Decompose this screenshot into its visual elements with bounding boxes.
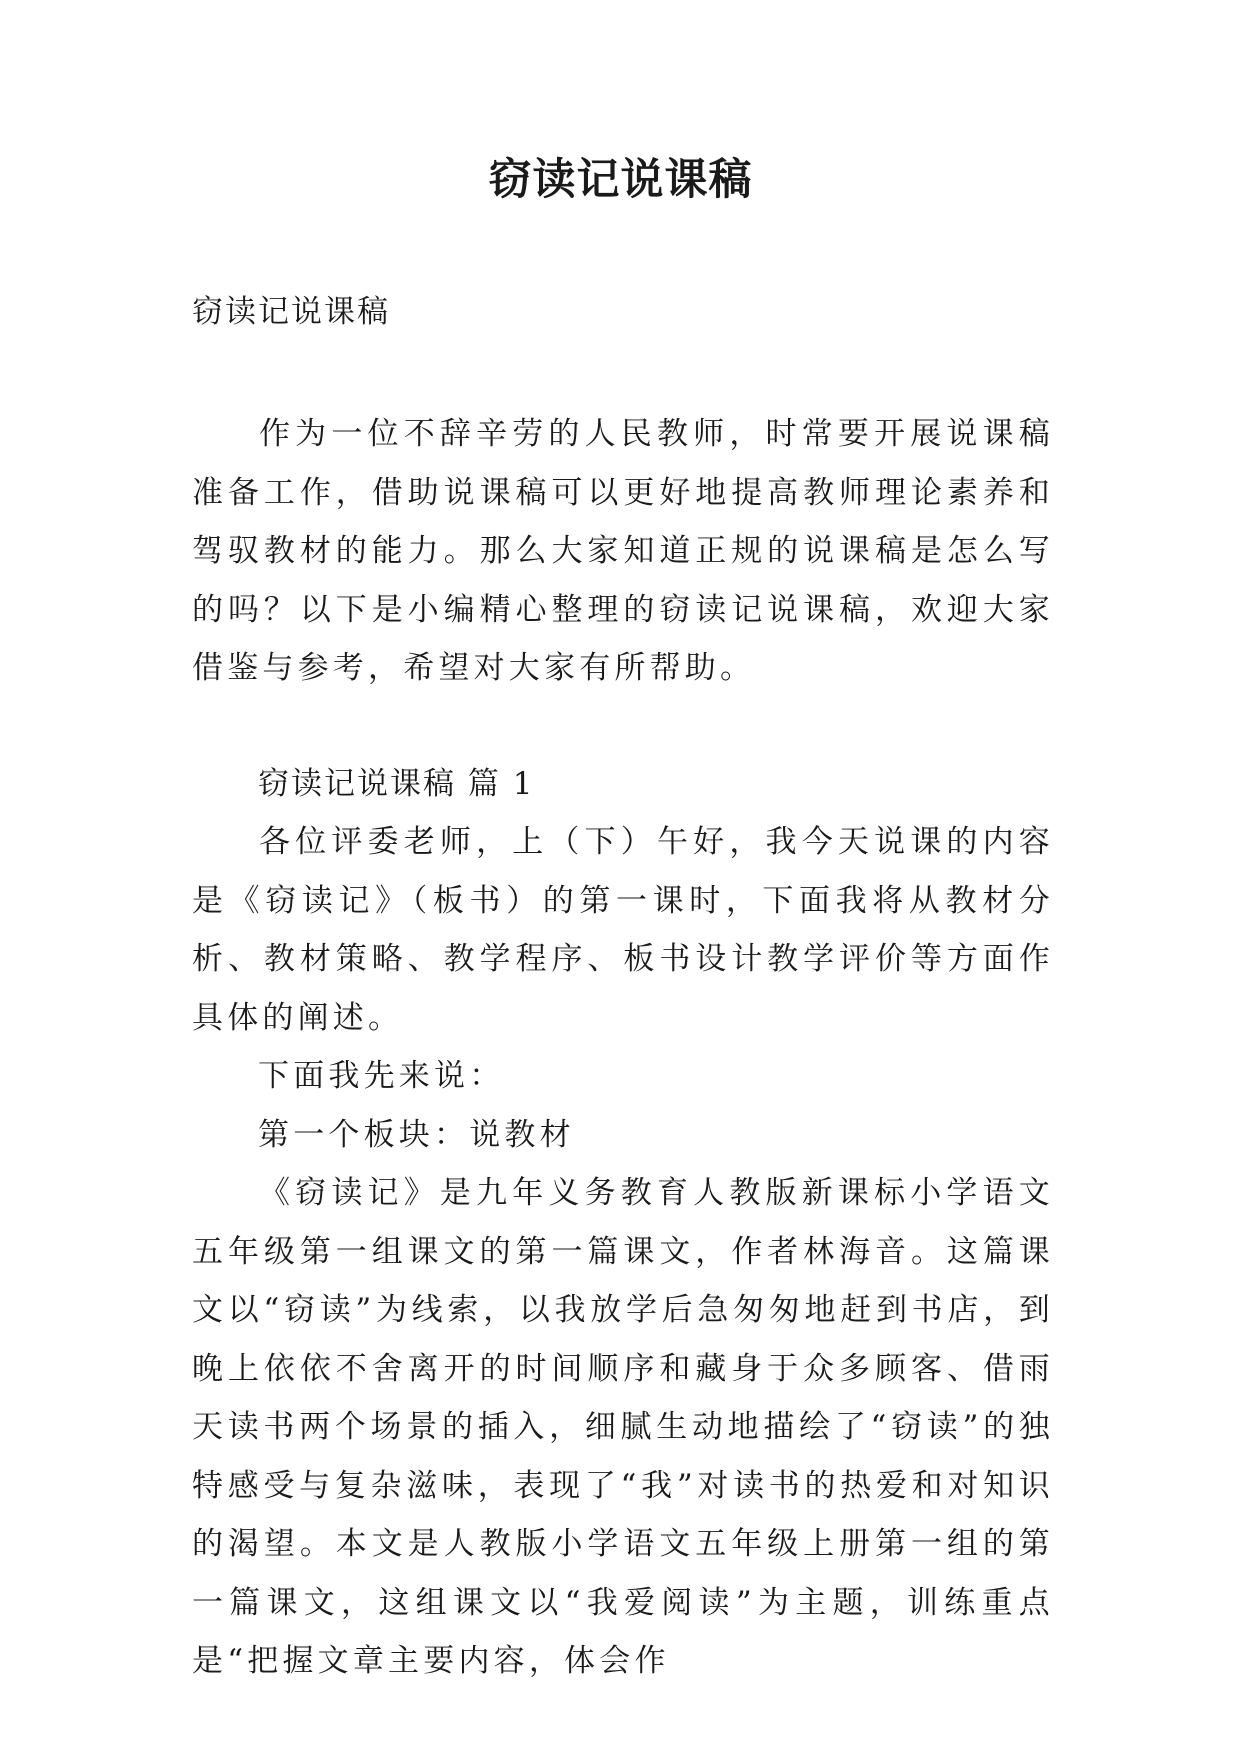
- intro-text-content: 作为一位不辞辛劳的人民教师，时常要开展说课稿准备工作，借助说课稿可以更好地提高教师理论素养和驾驭教材的能力。那么大家知道正规的说课稿是怎么写的吗？以下是小编精心整理的窃读记说课稿，欢迎大家借鉴与参考，希望对大家有所帮助。: [192, 416, 1054, 686]
- section-paragraph: [192, 813, 1054, 1047]
- document-title: 窃读记说课稿: [488, 155, 753, 205]
- intro-text: [192, 405, 1054, 698]
- section-paragraph: [192, 1106, 1054, 1165]
- section-paragraph-text: 第一个板块：说教材: [258, 1116, 575, 1153]
- document-subtitle: 窃读记说课稿: [192, 294, 390, 330]
- section-paragraph-text: 下面我先来说：: [258, 1058, 505, 1094]
- section-paragraph-text: 各位评委老师，上（下）午好，我今天说课的内容是《窃读记》（板书）的第一课时，下面我将从教材分析、教材策略、教学程序、板书设计教学评价等方面作具体的阐述。: [192, 824, 1054, 1036]
- section-paragraph-text: 《窃读记》是九年义务教育人教版新课标小学语文五年级第一组课文的第一篇课文，作者林海音。这篇课文以“窃读”为线索，以我放学后急匆匆地赶到书店，到晚上依依不舍离开的时间顺序和藏身于众多顾客、借雨天读书两个场景的插入，细腻生动地描绘了“窃读”的独特感受与复杂滋味，表现了“我”对读书的热爱和对知识的渴望。本文是人教版小学语文五年级上册第一组的第一篇课文，这组课文以“我爱阅读”为主题，训练重点是“把握文章主要内容，体会作: [192, 1175, 1054, 1679]
- section-heading: 窃读记说课稿 篇 1: [258, 766, 535, 802]
- section-paragraph: [192, 1164, 1054, 1691]
- intro-paragraph: [192, 405, 1054, 698]
- section-body: [192, 813, 1054, 1691]
- section-paragraph: [192, 1047, 1054, 1106]
